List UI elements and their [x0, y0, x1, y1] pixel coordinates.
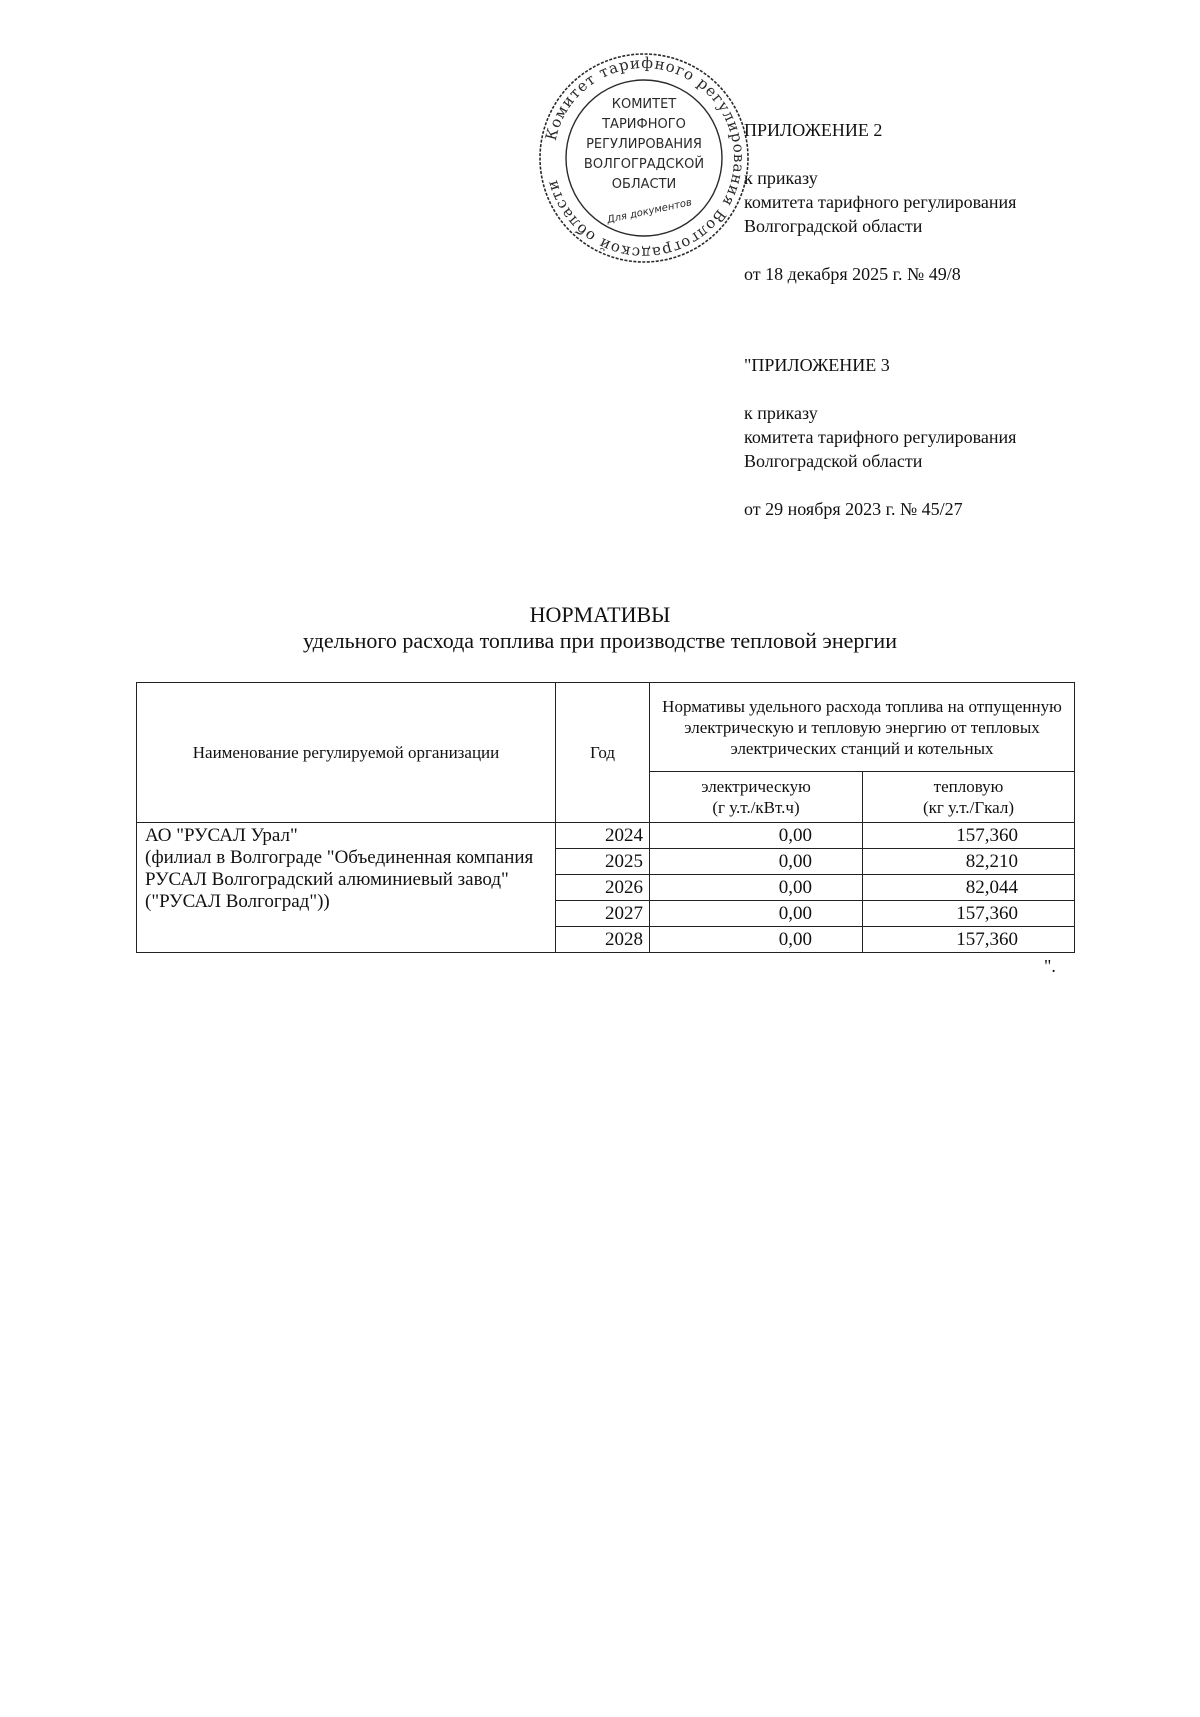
document-subheading: удельного расхода топлива при производстве тепловой энергии: [303, 628, 897, 653]
year-cell: 2024: [556, 823, 650, 849]
electric-cell: 0,00: [650, 875, 863, 901]
annex-title: ПРИЛОЖЕНИЕ 2: [744, 120, 883, 140]
electric-cell: 0,00: [650, 927, 863, 953]
header-year: Год: [556, 683, 650, 823]
year-cell: 2025: [556, 849, 650, 875]
header-norms: Нормативы удельного расхода топлива на отпущенную электрическую и тепловую энергию от тепловых электрических станций и котельных: [650, 683, 1075, 772]
table-row: [137, 823, 1075, 849]
heat-cell: 157,360: [863, 823, 1075, 849]
header-heat-unit: (кг у.т./Гкал): [923, 798, 1014, 817]
electric-cell: 0,00: [650, 849, 863, 875]
annex-region: Волгоградской области: [744, 216, 923, 236]
stamp-line: ОБЛАСТИ: [611, 177, 677, 192]
stamp-line: КОМИТЕТ: [611, 97, 677, 112]
year-cell: 2028: [556, 927, 650, 953]
header-heat: [863, 772, 1075, 823]
annex-current-block: [744, 118, 1016, 286]
header-electric: [650, 772, 863, 823]
document-heading: НОРМАТИВЫ: [529, 602, 671, 627]
annex-region: Волгоградской области: [744, 451, 923, 471]
org-name: АО "РУСАЛ Урал": [145, 825, 298, 846]
annex-amended-block: [744, 353, 1016, 521]
header-electric-label: электрическую: [701, 777, 811, 796]
stamp-bottom-text: Для документов: [606, 197, 693, 226]
stamp-line: ТАРИФНОГО: [602, 117, 686, 132]
stamp-line: РЕГУЛИРОВАНИЯ: [586, 137, 702, 152]
header-electric-unit: (г у.т./кВт.ч): [712, 798, 800, 817]
heat-cell: 82,210: [863, 849, 1075, 875]
electric-cell: 0,00: [650, 901, 863, 927]
heat-cell: 82,044: [863, 875, 1075, 901]
document-title: [0, 602, 1200, 654]
annex-committee: комитета тарифного регулирования: [744, 427, 1017, 447]
heat-cell: 157,360: [863, 927, 1075, 953]
electric-cell: 0,00: [650, 823, 863, 849]
annex-to-order: к приказу: [744, 403, 818, 423]
annex-title: "ПРИЛОЖЕНИЕ 3: [744, 355, 890, 375]
annex-committee: комитета тарифного регулирования: [744, 192, 1017, 212]
annex-date-number: от 29 ноября 2023 г. № 45/27: [744, 499, 963, 519]
stamp-line: ВОЛГОГРАДСКОЙ: [583, 157, 705, 172]
header-heat-label: тепловую: [933, 777, 1004, 796]
closing-quote-mark: ".: [1044, 956, 1056, 976]
committee-stamp: [532, 52, 756, 264]
norms-table: [136, 682, 1075, 953]
annex-to-order: к приказу: [744, 168, 818, 188]
header-org: Наименование регулируемой организации: [137, 683, 556, 823]
heat-cell: 157,360: [863, 901, 1075, 927]
stamp-ring-text: Комитет тарифного регулирования Волгоградской области: [541, 53, 749, 263]
org-name-cell: [137, 823, 556, 953]
annex-date-number: от 18 декабря 2025 г. № 49/8: [744, 264, 961, 284]
year-cell: 2026: [556, 875, 650, 901]
org-branch: (филиал в Волгограде "Объединенная компания РУСАЛ Волгоградский алюминиевый завод" ("РУСАЛ Волгоград")): [145, 847, 534, 912]
year-cell: 2027: [556, 901, 650, 927]
